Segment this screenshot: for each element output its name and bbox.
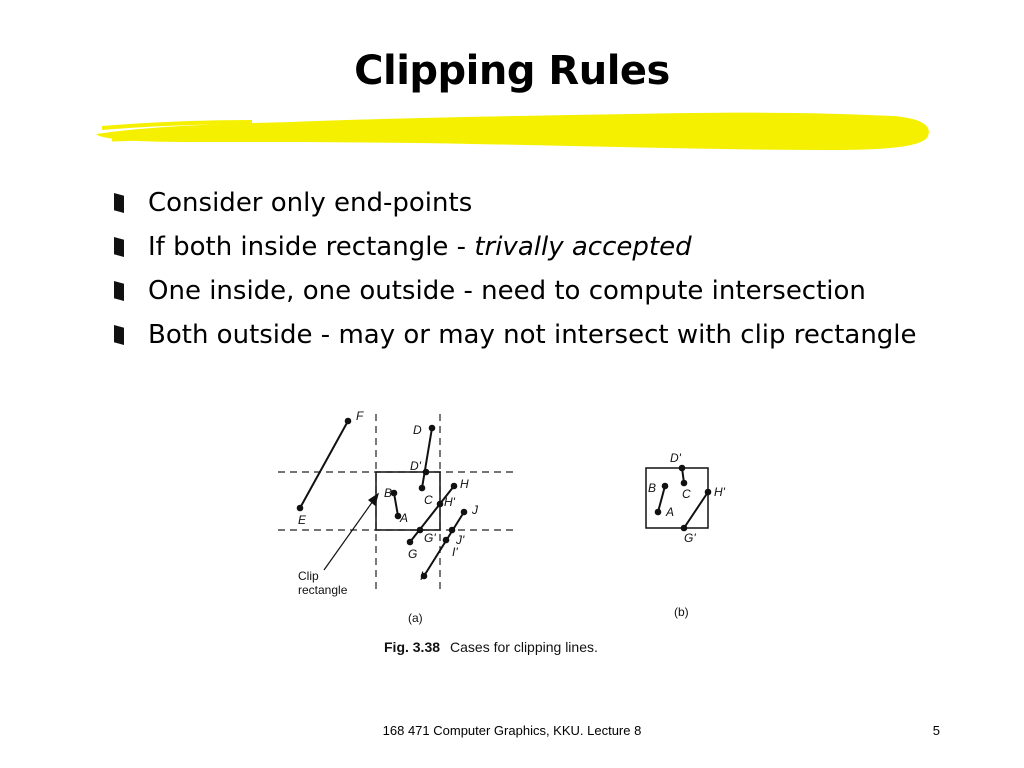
clip-label-arrow <box>324 494 378 570</box>
bullet-item <box>112 184 932 222</box>
slide-title: Clipping Rules <box>354 48 670 94</box>
point-label: C <box>682 487 691 501</box>
point-label: G <box>408 547 418 561</box>
point-label: C <box>424 493 433 507</box>
point-label: I <box>420 569 424 583</box>
clip-label: rectangle <box>298 583 348 597</box>
end-points-a <box>297 418 468 580</box>
point-label: G' <box>684 531 696 545</box>
point-label: J <box>472 503 478 517</box>
point-label: B <box>384 486 393 500</box>
point-label: D <box>413 423 422 437</box>
clip-boundary-lines <box>278 414 516 594</box>
bullet-item <box>112 316 932 354</box>
bullet-item <box>112 228 932 266</box>
point-label: D' <box>670 451 681 465</box>
point-label: A <box>400 511 409 525</box>
point-label: H' <box>444 495 455 509</box>
bullet-text: If both inside rectangle - <box>148 232 475 262</box>
bullet-text: Consider only end-points <box>148 188 473 218</box>
point-label: A <box>666 505 675 519</box>
bullet-marker-icon <box>114 325 124 345</box>
point-label: H' <box>714 485 725 499</box>
bullet-list <box>112 184 932 360</box>
figure-caption <box>384 639 598 655</box>
panel-label-b: (b) <box>674 605 689 619</box>
clip-rectangle-b <box>646 468 708 528</box>
bullet-text: Both outside - may or may not intersect with clip rectangle <box>148 320 917 350</box>
point-label: H <box>460 477 469 491</box>
point-label: J' <box>456 533 465 547</box>
point-label: G' <box>424 531 436 545</box>
title-highlight-stroke <box>92 104 932 156</box>
clipping-cases-figure <box>238 404 758 666</box>
bullet-emphasis: trivally accepted <box>474 232 692 262</box>
point-label: F <box>356 409 364 423</box>
point-label: D' <box>410 459 421 473</box>
caption-number: Fig. 3.38 <box>384 639 441 655</box>
bullet-marker-icon <box>114 193 124 213</box>
page-number: 5 <box>932 723 940 738</box>
slide-footer: 168 471 Computer Graphics, KKU. Lecture 8 <box>382 723 642 738</box>
clip-label: Clip <box>298 569 319 583</box>
point-label: I' <box>452 545 458 559</box>
caption-text: Cases for clipping lines. <box>450 639 598 655</box>
bullet-text: One inside, one outside - need to compute intersection <box>148 276 866 306</box>
panel-label-a: (a) <box>408 611 423 625</box>
bullet-marker-icon <box>114 237 124 257</box>
bullet-item <box>112 272 932 310</box>
point-label: B <box>648 481 657 495</box>
bullet-marker-icon <box>114 281 124 301</box>
point-label: E <box>298 513 307 527</box>
